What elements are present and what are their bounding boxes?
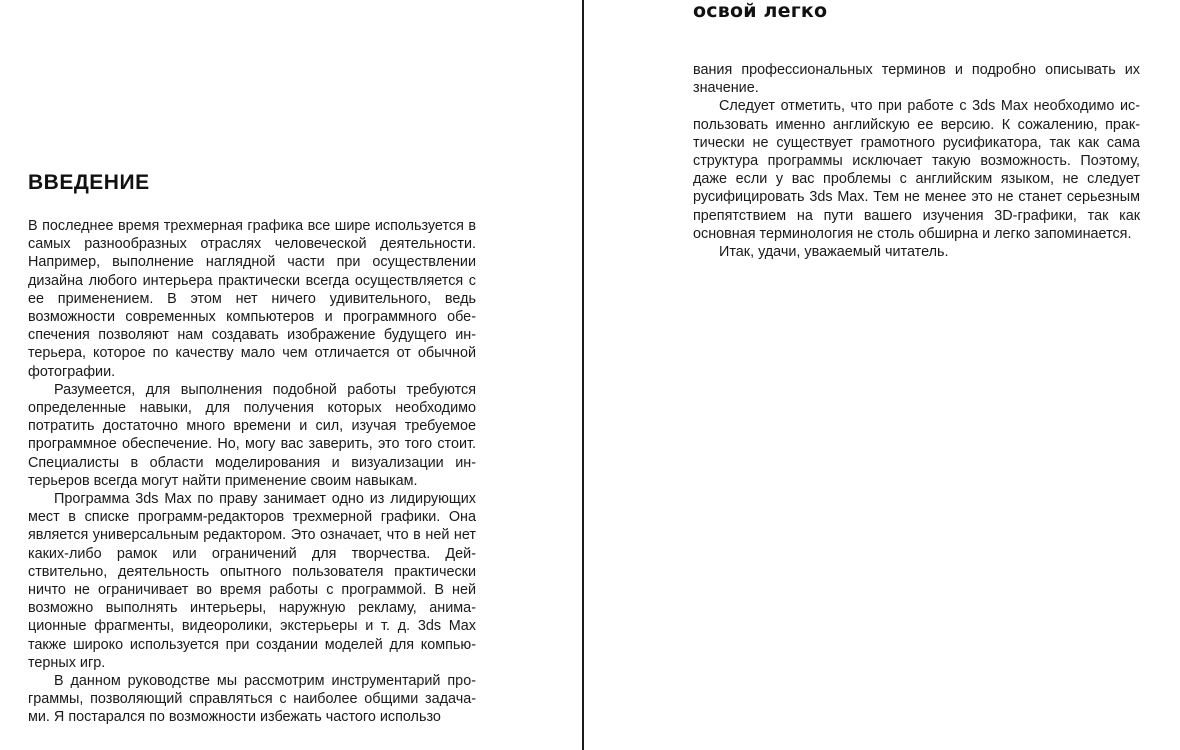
- right-page: [693, 0, 1140, 750]
- chapter-title: ВВЕДЕНИЕ: [28, 171, 150, 194]
- paragraph: В данном руководстве мы рассмотрим инструментарий программы, позволяющий справляться с наиболее общими задачами. Я постарался по возможности избежать частого использо: [28, 673, 476, 726]
- paragraph: Следует отметить, что при работе с 3ds Max необходимо использовать именно английскую ее версию. К сожалению, практически не существует грамотного русификатора, так как сама структура программы исключает такую возможность. Поэтому, даже если у вас проблемы с английским языком, не следует русифицировать 3ds Max. Тем не менее это не станет серьезным препятствием на пути вашего изучения 3D-графики, так как основная терминология не столь обширна и легко запоминается.: [693, 98, 1140, 242]
- running-head: освой легко: [693, 0, 828, 22]
- paragraph: Разумеется, для выполнения подобной работы требуются определенные навыки, для получения которых необходимо потратить достаточно много времени и сил, изучая требуемое программное обеспечение. Но, могу вас заверить, это того стоит. Специалисты в области моделирования и визуализации интерьеров всегда могут найти применение своим навыкам.: [28, 381, 476, 489]
- page-gutter-divider: [582, 0, 584, 750]
- right-page-body: [693, 61, 1140, 261]
- left-page-body: [28, 217, 476, 727]
- paragraph: Программа 3ds Max по праву занимает одно из лидирующих мест в списке программ-редакторов трехмерной графики. Она является универсальным редактором. Это означает, что в ней нет каких-либо рамок или ограничений для творчества. Действительно, деятельность опытного пользователя практически ничто не ограничивает во время работы с программой. В ней возможно выполнять интерьеры, наружную рекламу, анимационные фрагменты, видеоролики, экстерьеры и т. д. 3ds Max также широко используется при создании моделей для компьютерных игр.: [28, 491, 476, 671]
- paragraph: Итак, удачи, уважаемый читатель.: [719, 244, 949, 261]
- paragraph: В последнее время трехмерная графика все шире используется в самых разнообразных отраслях человеческой деятельности. Например, выполнение наглядной части при осуществлении дизайна любого интерьера практически всегда осуществляется с ее применением. В этом нет ничего удивительного, ведь возможности современных компьютеров и программного обеспечения позволяют нам создавать изображение будущего интерьера, которое по качеству мало чем отличается от обычной фотографии.: [28, 218, 476, 380]
- paragraph: вания профессиональных терминов и подробно описывать их значение.: [693, 62, 1140, 97]
- left-page: [28, 0, 476, 750]
